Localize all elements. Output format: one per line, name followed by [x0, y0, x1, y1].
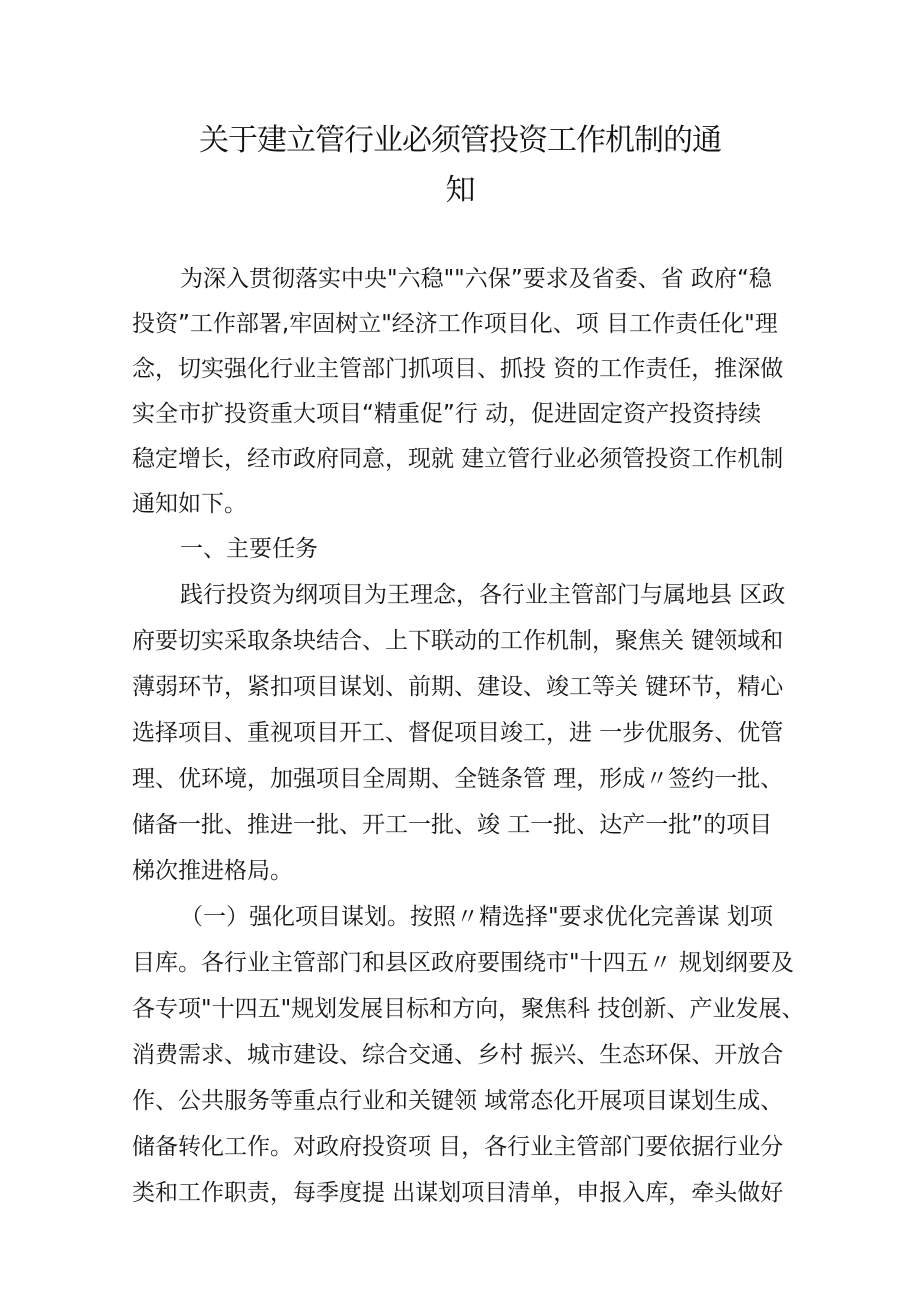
paragraph-2-line-3: 薄弱环节，紧扣项目谋划、前期、建设、竣工等关 键环节，精心 — [132, 674, 784, 700]
document-title-line-2: 知 — [445, 173, 475, 208]
paragraph-2-line-7: 梯次推进格局。 — [132, 858, 293, 884]
paragraph-2-line-4: 选择项目、重视项目开工、督促项目竣工，进 一步优服务、优管 — [132, 720, 784, 746]
paragraph-2-line-1: 践行投资为纲项目为王理念，各行业主管部门与属地县 区政 — [180, 582, 786, 608]
paragraph-1-line-2: 投资”工作部署,牢固树立"经济工作项目化、项 目工作责任化"理 — [132, 311, 778, 337]
paragraph-3-line-5: 作、公共服务等重点行业和关键领 域常态化开展项目谋划生成、 — [132, 1088, 784, 1114]
paragraph-1-line-3: 念，切实强化行业主管部门抓项目、抓投 资的工作责任，推深做 — [132, 356, 784, 382]
section-heading-main-tasks: 一、主要任务 — [180, 536, 318, 562]
paragraph-2-line-5: 理、优环境，加强项目全周期、全链条管 理，形成〃签约一批、 — [132, 766, 784, 792]
paragraph-3-line-4: 消费需求、城市建设、综合交通、乡村 振兴、生态环保、开放合 — [132, 1042, 784, 1068]
paragraph-3-line-3: 各专项"十四五"规划发展目标和方向，聚焦科 技创新、产业发展、 — [132, 996, 805, 1022]
paragraph-1-line-1: 为深入贯彻落实中央"六稳""六保”要求及省委、省 政府“稳 — [180, 266, 772, 292]
paragraph-3-line-7: 类和工作职责，每季度提 出谋划项目清单，申报入库，牵头做好 — [132, 1180, 784, 1206]
paragraph-3-line-6: 储备转化工作。对政府投资项 目，各行业主管部门要依据行业分 — [132, 1134, 784, 1160]
paragraph-1-line-4: 实全市扩投资重大项目“精重促”行 动，促进固定资产投资持续 — [132, 401, 762, 427]
document-title-line-1: 关于建立管行业必须管投资工作机制的通 — [199, 123, 721, 158]
paragraph-2-line-2: 府要切实采取条块结合、上下联动的工作机制，聚焦关 键领域和 — [132, 628, 784, 654]
paragraph-3-line-1: （一）强化项目谋划。按照〃精选择"要求优化完善谋 划项 — [180, 904, 773, 930]
paragraph-1-line-5: 稳定增长，经市政府同意，现就 建立管行业必须管投资工作机制 — [132, 446, 784, 472]
paragraph-2-line-6: 储备一批、推进一批、开工一批、竣 工一批、达产一批”的项目 — [132, 812, 773, 838]
paragraph-1-line-6: 通知如下。 — [132, 491, 247, 517]
paragraph-3-line-2: 目库。各行业主管部门和县区政府要围绕市"十四五〃 规划纲要及 — [132, 950, 794, 976]
